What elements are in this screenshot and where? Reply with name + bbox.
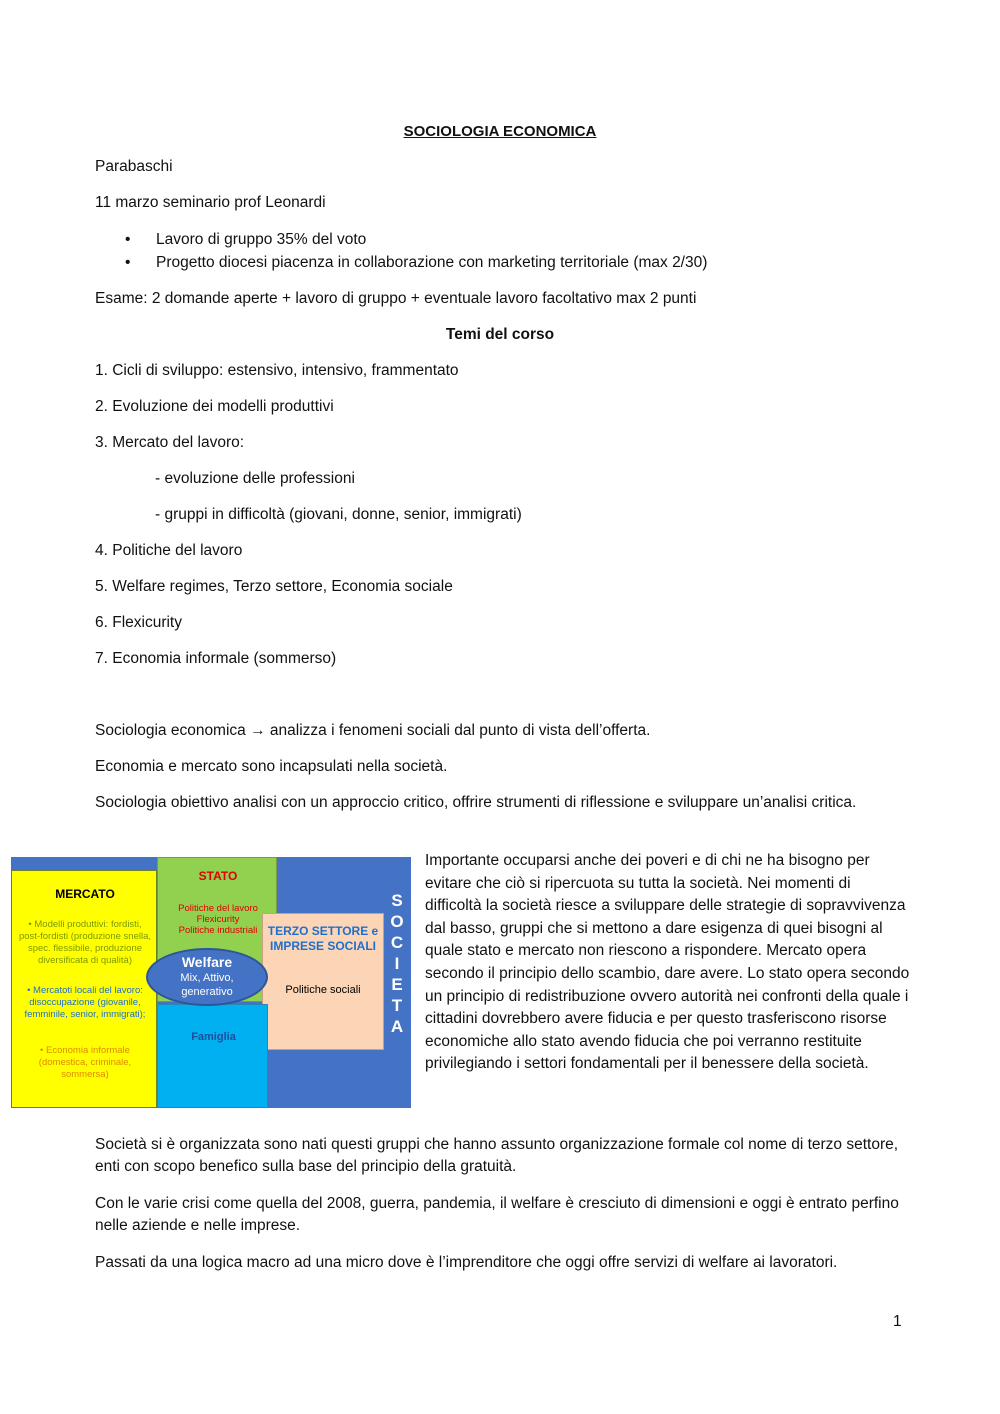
terzo-subtitle: Politiche sociali <box>285 984 361 996</box>
societa-letter: C <box>390 933 404 952</box>
mercato-item: • Mercatoti locali del lavoro: disoccupazione (giovanile, femminile, senior, immigrati); <box>24 985 146 1020</box>
welfare-ellipse <box>146 948 268 1006</box>
page-number: 1 <box>893 1313 902 1330</box>
stato-item: Politiche del lavoro <box>178 903 258 914</box>
bullet-icon: • <box>125 231 131 248</box>
societa-letter: O <box>390 912 404 931</box>
topic-item: 7. Economia informale (sommerso) <box>95 650 337 667</box>
paragraph: Società si è organizzata sono nati questi gruppi che hanno assunto organizzazione formale col nome di terzo settore, enti con scopo benefico sulla base del principio della gratuità. <box>95 1136 899 1175</box>
stato-title: STATO <box>198 869 238 883</box>
paragraph: Con le varie crisi come quella del 2008, guerra, pandemia, il welfare è cresciuto di dimensioni e oggi è entrato perfino nelle aziende e nelle imprese. <box>95 1195 899 1234</box>
mercato-title: MERCATO <box>55 887 115 901</box>
topic-item: 5. Welfare regimes, Terzo settore, Economia sociale <box>95 578 453 595</box>
topic-item: 6. Flexicurity <box>95 614 182 631</box>
bullet-item: Progetto diocesi piacenza in collaborazione con marketing territoriale (max 2/30) <box>156 254 708 271</box>
bullet-icon: • <box>125 254 131 271</box>
author-line: Parabaschi <box>95 158 173 175</box>
famiglia-box <box>157 1004 268 1108</box>
societa-letter: I <box>394 954 400 973</box>
stato-item: Flexicurity <box>196 914 240 925</box>
welfare-subtitle: Mix, Attivo, generativo <box>180 972 234 998</box>
topic-subitem: - gruppi in difficoltà (giovani, donne, senior, immigrati) <box>155 506 522 523</box>
topic-item: 3. Mercato del lavoro: <box>95 434 245 451</box>
welfare-diagram <box>11 857 411 1108</box>
bullet-item: Lavoro di gruppo 35% del voto <box>156 231 367 248</box>
welfare-title: Welfare <box>181 954 233 970</box>
paragraph: Sociologia obiettivo analisi con un approccio critico, offrire strumenti di riflessione e sviluppare un’analisi critica. <box>95 794 857 811</box>
topic-item: 2. Evoluzione dei modelli produttivi <box>95 398 334 415</box>
societa-letter: S <box>391 891 403 910</box>
topic-item: 1. Cicli di sviluppo: estensivo, intensivo, frammentato <box>95 362 459 379</box>
societa-letter: E <box>391 975 403 994</box>
famiglia-label: Famiglia <box>191 1031 236 1043</box>
societa-vertical-label <box>387 890 407 1037</box>
topic-subitem: - evoluzione delle professioni <box>155 470 355 487</box>
paragraph: Economia e mercato sono incapsulati nella società. <box>95 758 448 775</box>
societa-letter: A <box>390 1017 404 1036</box>
terzo-settore-box <box>262 913 384 1050</box>
mercato-box <box>11 870 157 1108</box>
paragraph: Passati da una logica macro ad una micro dove è l’imprenditore che oggi offre servizi di welfare ai lavoratori. <box>95 1254 838 1271</box>
seminar-line: 11 marzo seminario prof Leonardi <box>95 194 326 211</box>
stato-item: Politiche industriali <box>178 925 258 936</box>
terzo-title: TERZO SETTORE e IMPRESE SOCIALI <box>267 924 379 953</box>
mercato-item: • Modelli produttivi: fordisti, post-fordisti (produzione snella, spec. flessibile, produzione diversificata di qualità) <box>18 919 151 966</box>
mercato-item: • Economia informale (domestica, criminale, sommersa) <box>38 1045 132 1080</box>
document-title: SOCIOLOGIA ECONOMICA <box>403 123 597 140</box>
societa-letter: T <box>391 996 403 1015</box>
side-paragraph: Importante occuparsi anche dei poveri e di chi ne ha bisogno per evitare che ciò si ripercuota su tutta la società. Nei momenti di difficoltà la società riesce a sviluppare delle strategie di sopravvivenza dal basso, gruppi che si mettono a dare esigenza di quei bisogni al quale stato e mercato non riescono a rispondere. Mercato opera secondo il principio dello scambio, dare avere. Lo stato opera secondo un principio di redistribuzione ovvero autorità nei confronti della quale i cittadini dovrebbero avere fiducia e per questo trasferiscono risorse economiche allo stato avendo fiducia che poi verranno restituite privilegiando i settori fondamentali per il benessere della società. <box>425 852 910 1073</box>
topics-heading: Temi del corso <box>445 326 555 343</box>
exam-line: Esame: 2 domande aperte + lavoro di gruppo + eventuale lavoro facoltativo max 2 punti <box>95 290 697 307</box>
topic-item: 4. Politiche del lavoro <box>95 542 243 559</box>
paragraph: Sociologia economica → analizza i fenomeni sociali dal punto di vista dell’offerta. <box>95 722 651 739</box>
